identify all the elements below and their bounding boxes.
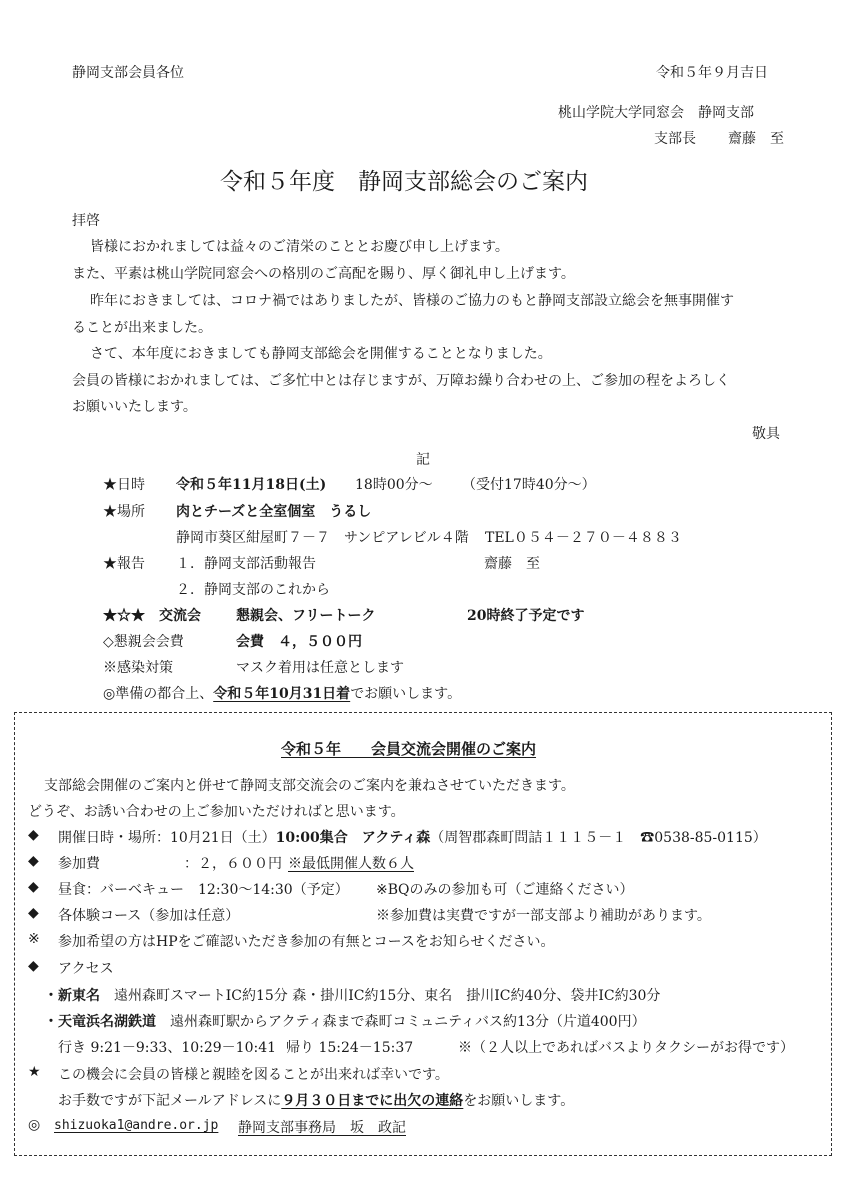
report-label: ★報告: [103, 556, 145, 572]
datetime-time: 10:00集合: [275, 830, 348, 846]
exchange-intro-1: 支部総会開催のご案内と併せて静岡支部交流会のご案内を兼ねさせていただきます。: [44, 778, 575, 794]
exchange-closing-2: [58, 1090, 574, 1110]
date-label: ★日時: [103, 477, 145, 493]
exchange-closing-1: この機会に会員の皆様と親睦を図ることが出来れば幸いです。: [58, 1067, 449, 1083]
sender-organization: 桃山学院大学同窓会 静岡支部: [558, 105, 754, 121]
infection-label: ※感染対策: [103, 660, 173, 676]
diamond-bullet-icon: ◆: [28, 958, 39, 974]
closing-2-emphasis: ９月３０日までに出欠の連絡: [281, 1093, 464, 1109]
sender-name: 齋藤 至: [728, 131, 784, 147]
diamond-bullet-icon: ◆: [28, 905, 39, 921]
letter-paragraph-3b: ることが出来ました。: [72, 320, 212, 336]
date-value: 令和５年11月18日(土): [176, 477, 327, 493]
deadline-date: 令和５年10月31日着: [213, 686, 351, 702]
fee-label: ◇懇親会会費: [103, 634, 184, 650]
exchange-access: アクセス: [58, 961, 114, 977]
deadline-prefix: ◎準備の都合上、: [103, 686, 214, 702]
exchange-hp-note: 参加希望の方はHPをご確認いただき参加の有無とコースをお知らせください。: [58, 934, 555, 950]
letter-paragraph-5b: お願いいたします。: [72, 399, 197, 415]
social-label: ★☆★ 交流会: [103, 608, 201, 624]
fee-value: 会費 ４，５００円: [236, 634, 362, 650]
sender-role: 支部長: [654, 131, 696, 147]
place-address: 静岡市葵区紺屋町７－７ サンピアレビル４階: [176, 530, 469, 546]
exchange-lunch-note: ※BQのみの参加も可（ご連絡ください）: [376, 882, 634, 898]
closing-2-suffix: をお願いします。: [463, 1093, 575, 1109]
access-2-label: ・天竜浜名湖鉄道: [44, 1014, 156, 1030]
letter-closing: 敬具: [752, 426, 780, 442]
access-2-text: 遠州森町駅からアクティ森まで森町コミュニティバス約13分（片道400円）: [170, 1014, 646, 1030]
closing-2-prefix: お手数ですが下記メールアドレスに: [58, 1093, 282, 1109]
social-end-time: 20時終了予定です: [467, 608, 585, 624]
place-name: 肉とチーズと全室個室 うるし: [176, 504, 372, 520]
diamond-bullet-icon: ◆: [28, 879, 39, 895]
exchange-datetime: [58, 827, 767, 847]
ki-heading: 記: [416, 452, 430, 468]
note-mark-icon: ※: [28, 931, 40, 947]
exchange-course-note: ※参加費は実費ですが一部支部より補助があります。: [376, 908, 711, 924]
letter-paragraph-2: また、平素は桃山学院同窓会への格別のご高配を賜り、厚く御礼申し上げます。: [72, 266, 575, 282]
reception-time: （受付17時40分〜）: [462, 477, 596, 493]
contact-mark-icon: ◎: [28, 1117, 41, 1133]
report-item-1: １．静岡支部活動報告: [176, 556, 316, 572]
datetime-tel: ☎0538-85-0115）: [640, 830, 767, 846]
exchange-fee-label: 参加費: [58, 856, 100, 872]
exchange-fee-note: ※最低開催人数６人: [288, 856, 414, 872]
letter-opening: 拝啓: [72, 213, 100, 229]
bus-go-times: 行き 9:21－9:33、10:29－10:41: [58, 1040, 277, 1056]
issue-date: 令和５年９月吉日: [656, 65, 768, 81]
exchange-title: 令和５年 会員交流会開催のご案内: [281, 740, 537, 758]
datetime-place: アクティ森: [361, 830, 431, 846]
page-title: 令和５年度 静岡支部総会のご案内: [220, 169, 588, 195]
access-1: [44, 985, 660, 1005]
letter-paragraph-3a: 昨年におきましては、コロナ禍ではありましたが、皆様のご協力のもと静岡支部設立総会を無事開催す: [90, 293, 734, 309]
report-item-1-presenter: 齋藤 至: [484, 556, 540, 572]
report-item-2: ２．静岡支部のこれから: [176, 582, 330, 598]
bus-back-times: 帰り 15:24－15:37: [286, 1040, 414, 1056]
social-description: 懇親会、フリートーク: [236, 608, 376, 624]
place-tel: TEL０５４－２７０－４８８３: [485, 530, 682, 546]
recipient-line: 静岡支部会員各位: [72, 65, 184, 81]
deadline-line: [103, 683, 461, 703]
contact-office: 静岡支部事務局 坂 政記: [238, 1120, 406, 1136]
diamond-bullet-icon: ◆: [28, 827, 39, 843]
contact-email[interactable]: shizuoka1@andre.or.jp: [54, 1118, 219, 1133]
bus-note: ※（２人以上であればバスよりタクシーがお得です）: [458, 1040, 794, 1056]
datetime-address: （周智郡森町問詰１１１５－１: [430, 830, 627, 846]
place-label: ★場所: [103, 504, 145, 520]
access-1-text: 遠州森町スマートIC約15分 森・掛川IC約15分、東名 掛川IC約40分、袋井IC約30分: [114, 988, 661, 1004]
star-mark-icon: ★: [28, 1064, 41, 1080]
letter-paragraph-1: 皆様におかれましては益々のご清栄のこととお慶び申し上げます。: [90, 239, 509, 255]
deadline-suffix: でお願いします。: [350, 686, 462, 702]
exchange-course: 各体験コース（参加は任意）: [58, 908, 240, 924]
time-value: 18時00分〜: [355, 477, 433, 493]
letter-paragraph-5a: 会員の皆様におかれましては、ご多忙中とは存じますが、万障お繰り合わせの上、ご参加の程をよろしく: [72, 373, 730, 389]
access-1-label: ・新東名: [44, 988, 100, 1004]
infection-value: マスク着用は任意とします: [236, 660, 404, 676]
access-2: [44, 1011, 646, 1031]
exchange-lunch: 昼食：バーベキュー 12:30〜14:30（予定）: [58, 882, 349, 898]
datetime-label: 開催日時・場所：10月21日（土）: [58, 830, 276, 846]
letter-paragraph-4: さて、本年度におきましても静岡支部総会を開催することとなりました。: [90, 346, 552, 362]
exchange-intro-2: どうぞ、お誘い合わせの上ご参加いただければと思います。: [28, 804, 405, 820]
exchange-fee-value: ：２，６００円: [184, 856, 282, 872]
diamond-bullet-icon: ◆: [28, 853, 39, 869]
